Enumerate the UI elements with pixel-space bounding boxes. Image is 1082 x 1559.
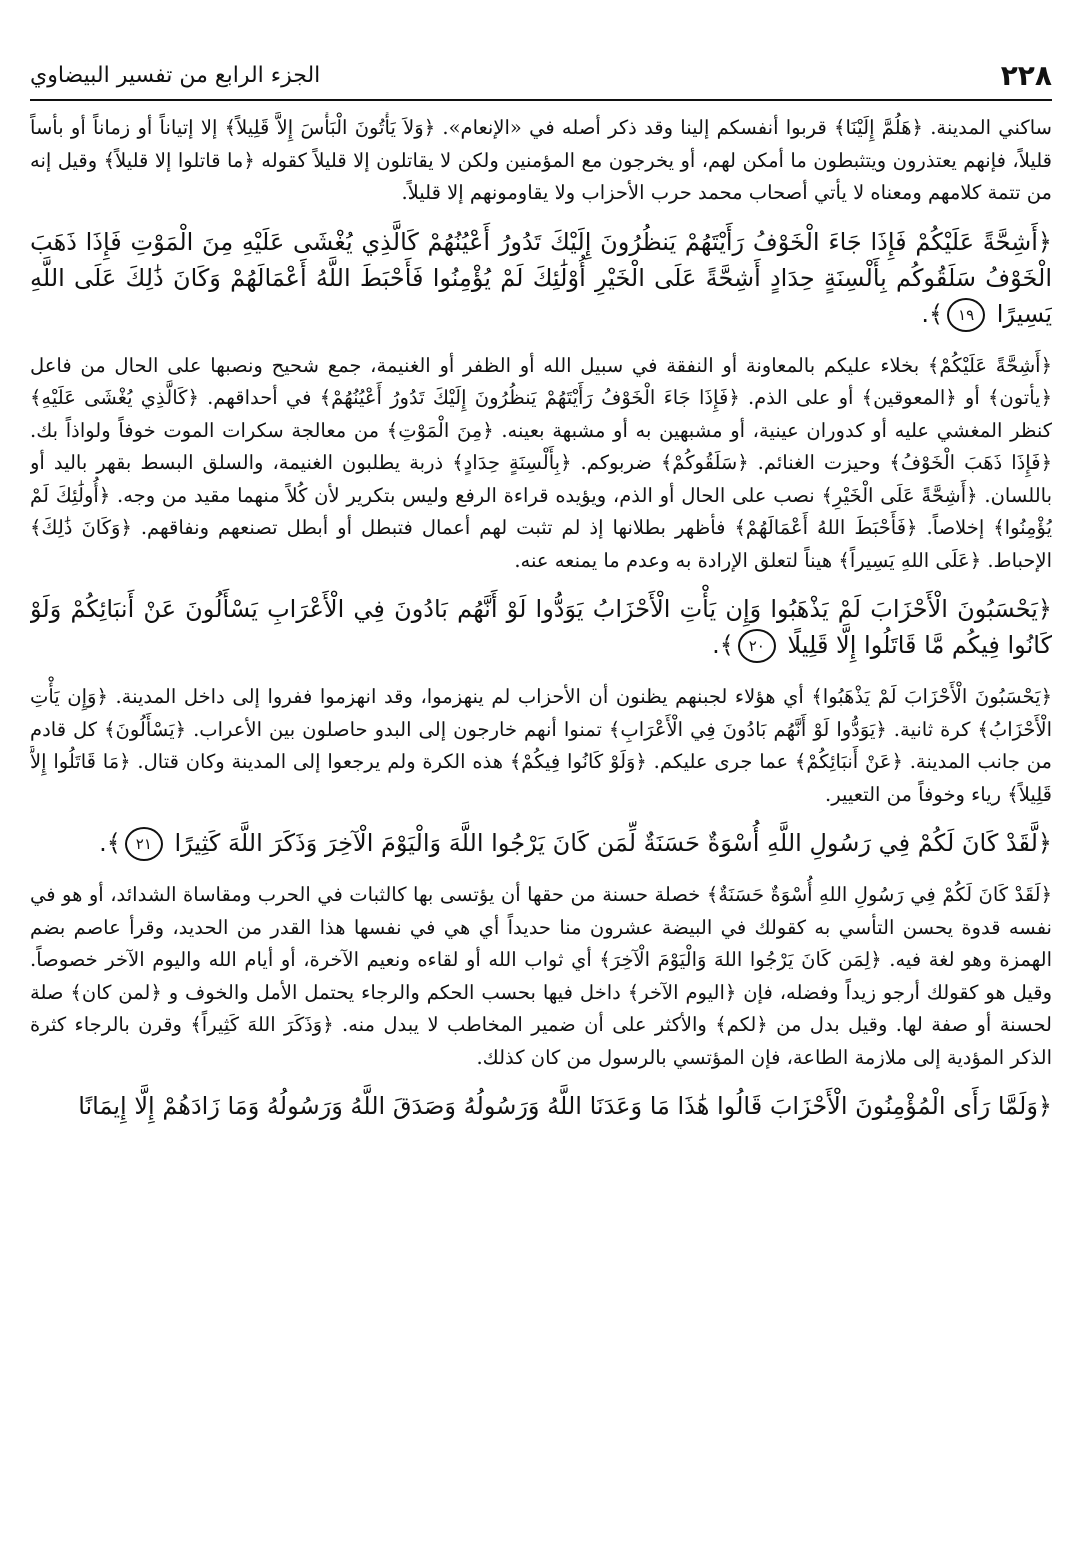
verse-close: ﴾. — [921, 299, 944, 328]
running-title: الجزء الرابع من تفسير البيضاوي — [30, 62, 321, 88]
page-header — [30, 52, 1052, 98]
quran-verse — [30, 224, 1052, 332]
paragraph-text: ساكني المدينة. ﴿هَلُمَّ إِلَيْنَا﴾ قربوا أنفسكم إلينا وقد ذكر أصله في «الإنعام». ﴿وَلاَ يَأْتُونَ الْبَأْسَ إِلاَّ قَلِيلاً﴾ إلا إتياناً أو زماناً أو بأساً قليلاً، فإنهم يعتذرون ويتثبطون ما أمكن لهم، أو يخرجون مع المؤمنين ولكن لا يقاتلون إلا قليلاً كقوله ﴿ما قاتلوا إلا قليلاً﴾ وقيل إنه من تتمة كلامهم ومعناه لا يأتي أصحاب محمد حرب الأحزاب ولا يقاومونهم إلا قليلاً. — [30, 116, 1052, 204]
verse-text: ﴿لَّقَدْ كَانَ لَكُمْ فِي رَسُولِ اللَّهِ أُسْوَةٌ حَسَنَةٌ لِّمَن كَانَ يَرْجُوا اللَّهَ وَالْيَوْمَ الْآخِرَ وَذَكَرَ اللَّهَ كَثِيرًا — [174, 829, 1052, 857]
commentary-paragraph — [30, 112, 1052, 210]
verse-close: ﴾. — [712, 631, 734, 659]
page-body — [30, 112, 1052, 1552]
verse-text: ﴿وَلَمَّا رَأَى الْمُؤْمِنُونَ الْأَحْزَابَ قَالُوا هَٰذَا مَا وَعَدَنَا اللَّهُ وَرَسُولُهُ وَصَدَقَ اللَّهُ وَرَسُولُهُ وَمَا زَادَهُمْ إِلَّا إِيمَانًا — [78, 1092, 1052, 1120]
paragraph-text: ﴿يَحْسَبُونَ الْأَحْزَابَ لَمْ يَذْهَبُوا﴾ أي هؤلاء لجبنهم يظنون أن الأحزاب لم ينهزموا، وقد انهزموا ففروا إلى داخل المدينة. ﴿وَإِن يَأْتِ الْأَحْزَابُ﴾ كرة ثانية. ﴿يَوَدُّوا لَوْ أَنَّهُم بَادُونَ فِي الْأَعْرَابِ﴾ تمنوا أنهم خارجون إلى البدو حاصلون بين الأعراب. ﴿يَسْأَلُونَ﴾ كل قادم من جانب المدينة. ﴿عَنْ أَنبَائِكُمْ﴾ عما جرى عليكم. ﴿وَلَوْ كَانُوا فِيكُمْ﴾ هذه الكرة ولم يرجعوا إلى المدينة وكان قتال. ﴿مَا قَاتَلُوا إِلاَّ قَلِيلاً﴾ رياء وخوفاً من التعيير. — [30, 685, 1052, 806]
quran-verse — [30, 591, 1052, 663]
commentary-paragraph — [30, 350, 1052, 578]
ayah-number-marker: ١٩ — [947, 298, 985, 332]
page-number: ٢٢٨ — [1000, 58, 1052, 92]
paragraph-text: ﴿أَشِحَّةً عَلَيْكُمْ﴾ بخلاء عليكم بالمعاونة أو النفقة في سبيل الله أو الظفر أو الغنيمة، جمع شحيح ونصبها على الحال من فاعل ﴿يأتون﴾ أو ﴿المعوقين﴾ أو على الذم. ﴿فَإِذَا جَاءَ الْخَوْفُ رَأَيْتَهُمْ يَنظُرُونَ إِلَيْكَ تَدُورُ أَعْيُنُهُمْ﴾ في أحداقهم. ﴿كَالَّذِي يُغْشَى عَلَيْهِ﴾ كنظر المغشي عليه أو كدوران عينية، أو مشبهين به أو مشبهة بعينه. ﴿مِنَ الْمَوْتِ﴾ من معالجة سكرات الموت خوفاً ولواذاً بك. ﴿فَإِذَا ذَهَبَ الْخَوْفُ﴾ وحيزت الغنائم. ﴿سَلَقُوكُمْ﴾ ضربوكم. ﴿بِأَلْسِنَةٍ حِدَادٍ﴾ ذربة يطلبون الغنيمة، والسلق البسط بقهر باليد أو باللسان. ﴿أَشِحَّةً عَلَى الْخَيْرِ﴾ نصب على الحال أو الذم، ويؤيده قراءة الرفع وليس بتكرير لأن كُلاً منهما مقيد من وجه. ﴿أُولَٰئِكَ لَمْ يُؤْمِنُوا﴾ إخلاصاً. ﴿فَأَحْبَطَ اللهُ أَعْمَالَهُمْ﴾ فأظهر بطلانها إذ لم تثبت لهم أعمال فتبطل أو أبطل تصنعهم ونفاقهم. ﴿وَكَانَ ذَٰلِكَ﴾ الإحباط. ﴿عَلَى اللهِ يَسِيراً﴾ هيناً لتعلق الإرادة به وعدم ما يمنعه عنه. — [30, 353, 1052, 572]
verse-close: ﴾. — [99, 829, 121, 857]
ayah-number-marker: ٢٠ — [738, 629, 776, 663]
quran-verse — [30, 1088, 1052, 1124]
paragraph-text: ﴿لَقَدْ كَانَ لَكُمْ فِي رَسُولِ اللهِ أُسْوَةٌ حَسَنَةٌ﴾ خصلة حسنة من حقها أن يؤتسى بها كالثبات في الحرب ومقاساة الشدائد، أو هو في نفسه قدوة يحسن التأسي به كقولك في البيضة عشرون منا حديداً أي هي في نفسها هذا القدر من الحديد، وقرأ عاصم بضم الهمزة وهو لغة فيه. ﴿لِمَن كَانَ يَرْجُوا اللهَ وَالْيَوْمَ الْآخِرَ﴾ أي ثواب الله أو لقاءه ونعيم الآخرة، أو أيام الله واليوم الآخر خصوصاً. وقيل هو كقولك أرجو زيداً وفضله، فإن ﴿اليوم الآخر﴾ داخل فيها بحسب الحكم والرجاء يحتمل الأمل والخوف و ﴿لمن كان﴾ صلة لحسنة أو صفة لها. وقيل بدل من ﴿لكم﴾ والأكثر على أن ضمير المخاطب لا يبدل منه. ﴿وَذَكَرَ اللهَ كَثِيراً﴾ وقرن بالرجاء كثرة الذكر المؤدية إلى ملازمة الطاعة، فإن المؤتسي بالرسول من كان كذلك. — [30, 883, 1052, 1069]
commentary-paragraph — [30, 879, 1052, 1074]
quran-verse — [30, 825, 1052, 861]
header-rule — [30, 99, 1052, 101]
verse-text: ﴿يَحْسَبُونَ الْأَحْزَابَ لَمْ يَذْهَبُوا وَإِن يَأْتِ الْأَحْزَابُ يَوَدُّوا لَوْ أَنَّهُم بَادُونَ فِي الْأَعْرَابِ يَسْأَلُونَ عَنْ أَنبَائِكُمْ وَلَوْ كَانُوا فِيكُم مَّا قَاتَلُوا إِلَّا قَلِيلًا — [30, 595, 1052, 659]
ayah-number-marker: ٢١ — [125, 827, 163, 861]
commentary-paragraph — [30, 681, 1052, 811]
verse-text: ﴿أَشِحَّةً عَلَيْكُمْ فَإِذَا جَاءَ الْخَوْفُ رَأَيْتَهُمْ يَنظُرُونَ إِلَيْكَ تَدُورُ أَعْيُنُهُمْ كَالَّذِي يُغْشَى عَلَيْهِ مِنَ الْمَوْتِ فَإِذَا ذَهَبَ الْخَوْفُ سَلَقُوكُم بِأَلْسِنَةٍ حِدَادٍ أَشِحَّةً عَلَى الْخَيْرِ أُوْلَٰئِكَ لَمْ يُؤْمِنُوا فَأَحْبَطَ اللَّهُ أَعْمَالَهُمْ وَكَانَ ذَٰلِكَ عَلَى اللَّهِ يَسِيرًا — [30, 227, 1052, 328]
